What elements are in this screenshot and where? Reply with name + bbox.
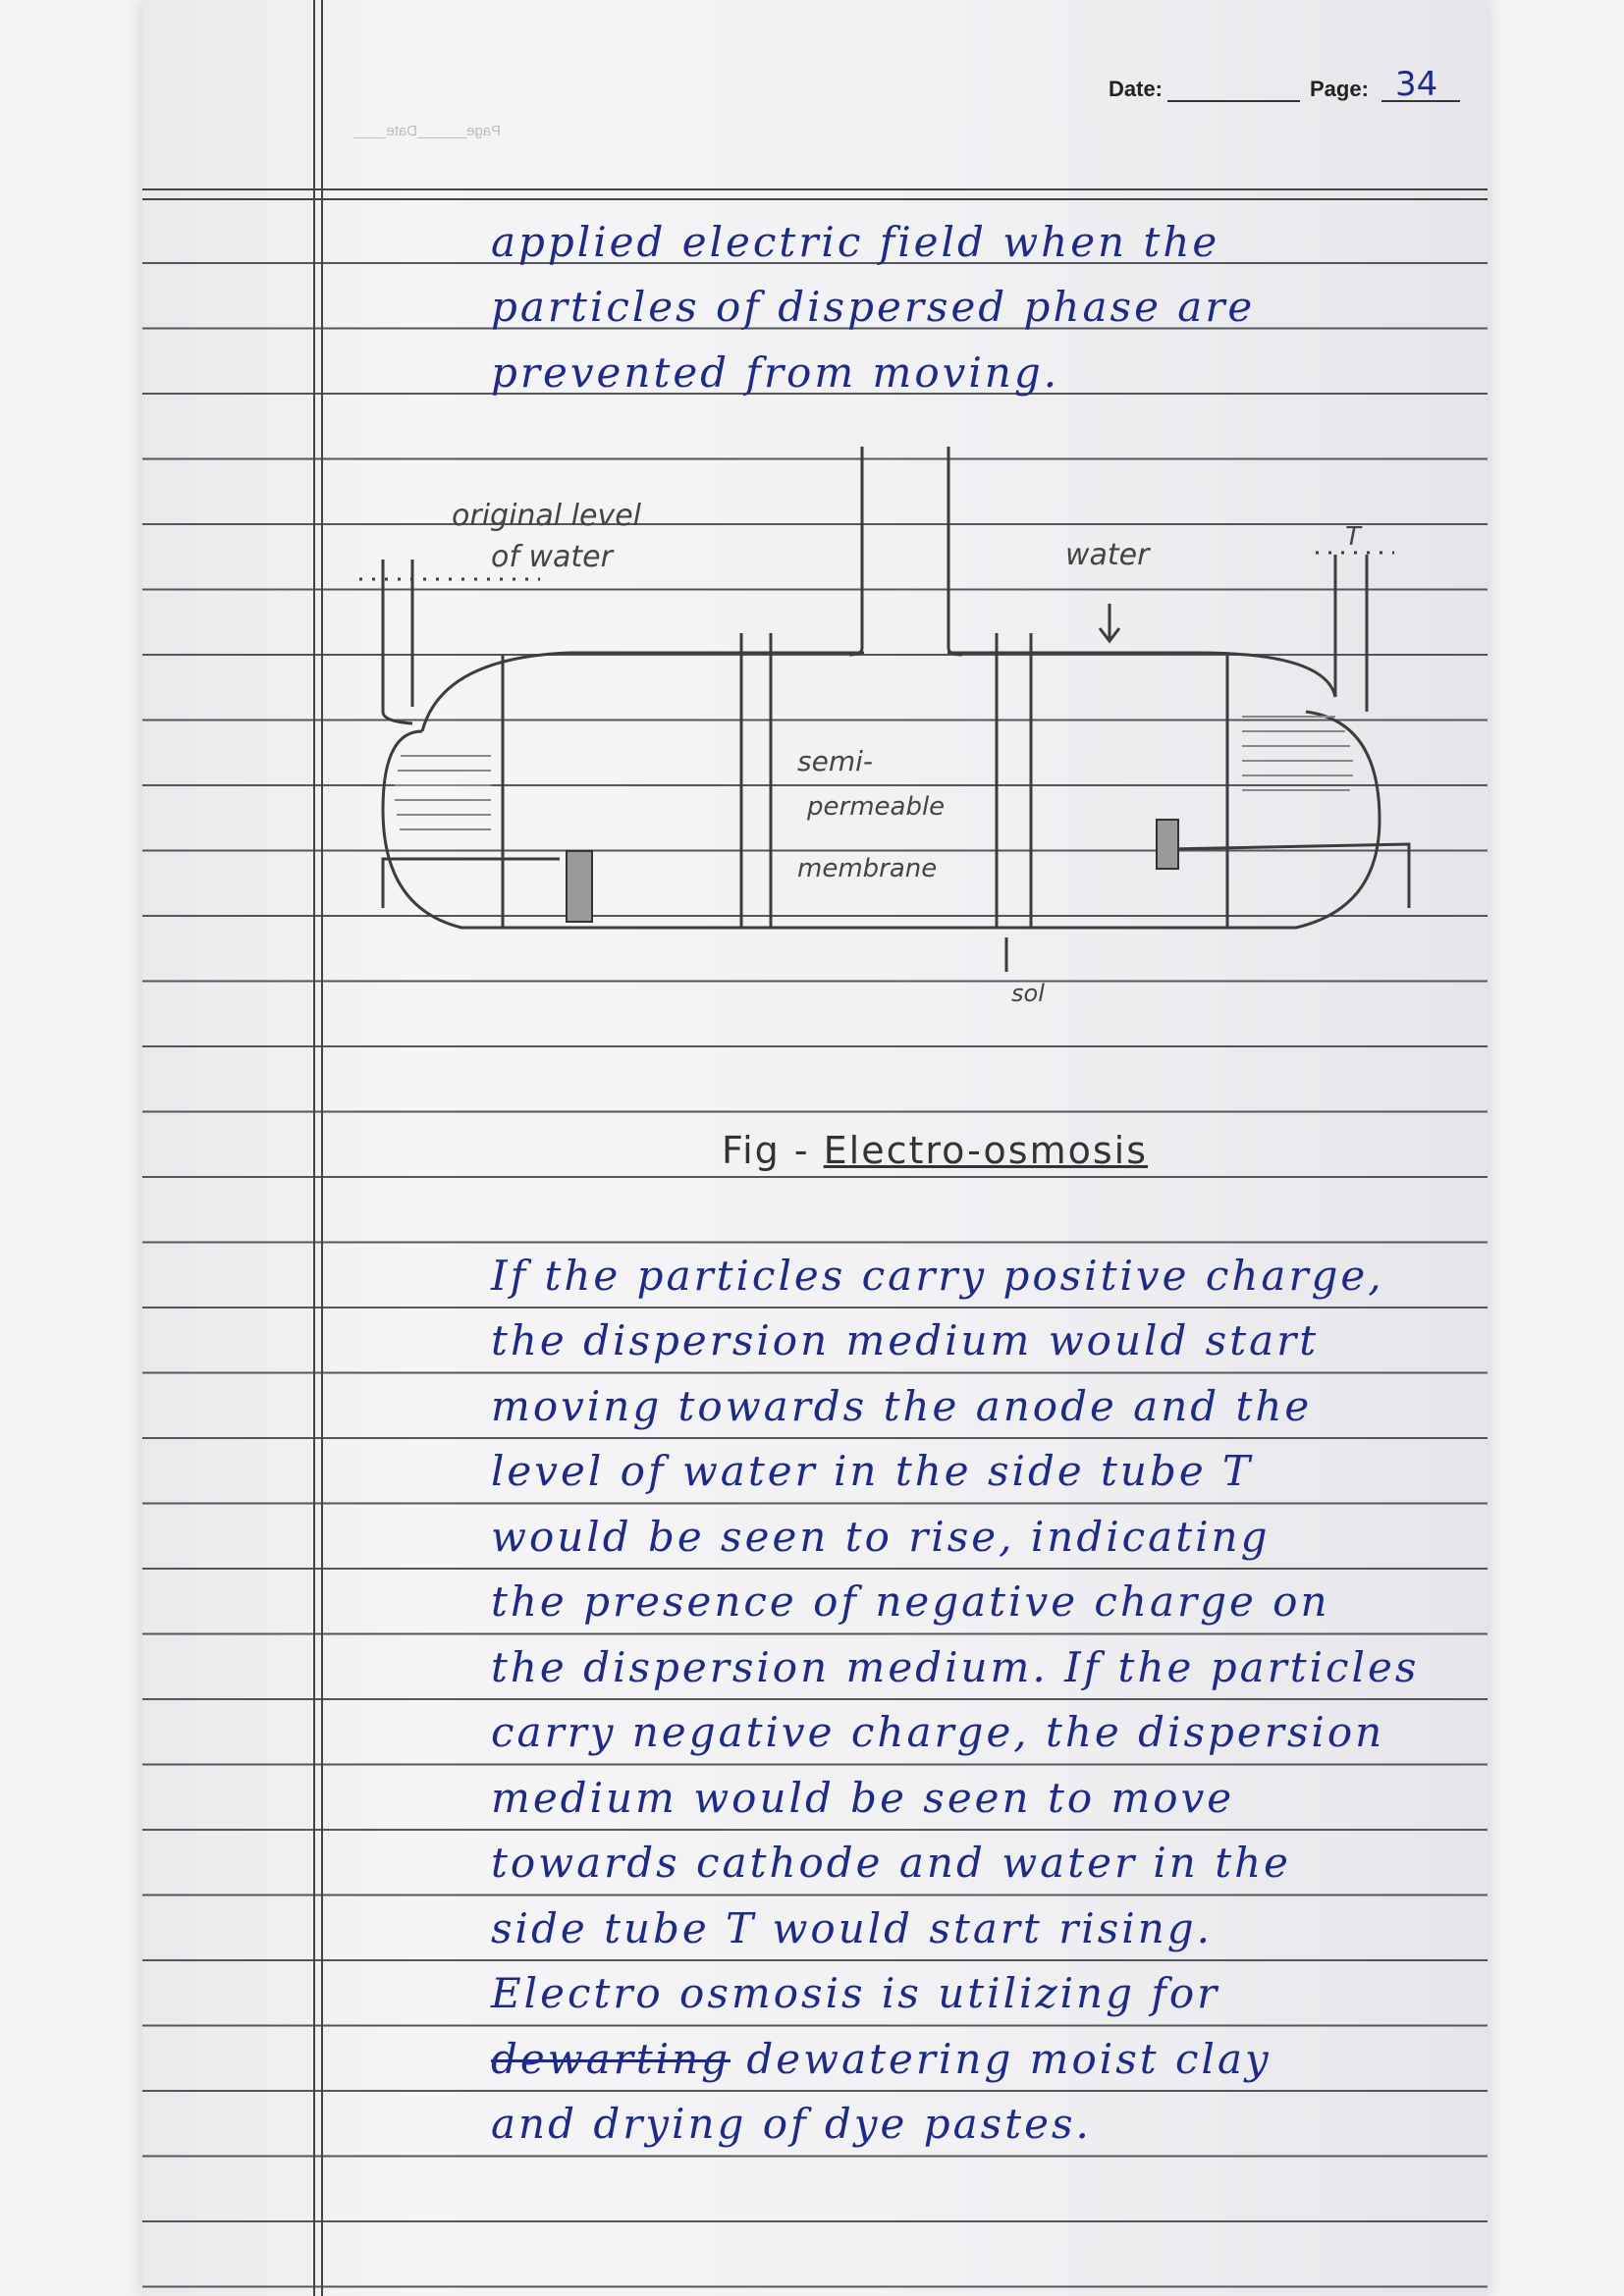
body-line-4: level of water in the side tube T (491, 1447, 1254, 1495)
left-tube-bend (383, 712, 412, 723)
body-line-10: towards cathode and water in the (491, 1839, 1291, 1887)
left-electrode (567, 851, 592, 922)
page-header (1109, 65, 1462, 110)
date-label: Date: (1109, 77, 1164, 101)
page-number: 34 (1395, 65, 1438, 104)
electro-osmosis-diagram (353, 447, 1434, 1036)
page-label: Page: (1310, 77, 1369, 101)
body-line-12: Electro osmosis is utilizing for (491, 1969, 1220, 2017)
label-permeable: permeable (807, 792, 946, 822)
figure-caption (722, 1129, 1148, 1172)
label-water: water (1065, 538, 1150, 572)
intro-line-1: applied electric field when the (491, 218, 1220, 266)
body-line-8: carry negative charge, the dispersion (491, 1708, 1385, 1756)
caption-prefix: Fig - (722, 1129, 810, 1172)
body-line-5: would be seen to rise, indicating (491, 1513, 1271, 1561)
label-sol: sol (1011, 980, 1045, 1007)
right-wire (1168, 844, 1409, 908)
body-line-11: side tube T would start rising. (491, 1904, 1213, 1952)
label-original-level: original level (452, 499, 642, 533)
struck-word: dewarting (491, 2035, 731, 2083)
label-membrane: membrane (797, 854, 938, 883)
body-line-13 (491, 2035, 1488, 2083)
label-of-water: of water (491, 540, 613, 574)
body-line-1: If the particles carry positive charge, (491, 1252, 1384, 1300)
left-wire (383, 859, 560, 908)
line13-rest: dewatering moist clay (746, 2035, 1272, 2083)
body-line-6: the presence of negative charge on (491, 1577, 1330, 1626)
vessel-top-right (947, 653, 1335, 697)
caption-title: Electro-osmosis (823, 1129, 1149, 1172)
label-semi: semi- (797, 745, 873, 777)
notebook-page (142, 0, 1488, 2296)
intro-line-2: particles of dispersed phase are (491, 283, 1256, 331)
body-line-14: and drying of dye pastes. (491, 2100, 1092, 2148)
body-line-9: medium would be seen to move (491, 1774, 1235, 1822)
body-line-2: the dispersion medium would start (491, 1316, 1320, 1364)
bleed-through-text: Page______Date____ (353, 123, 502, 139)
right-electrode (1157, 820, 1178, 869)
label-tube-t: T (1345, 522, 1361, 552)
date-line (1167, 100, 1300, 102)
body-line-7: the dispersion medium. If the particles (491, 1643, 1420, 1691)
intro-line-3: prevented from moving. (491, 348, 1060, 397)
vessel-top-left (422, 653, 864, 731)
body-line-3: moving towards the anode and the (491, 1382, 1313, 1430)
